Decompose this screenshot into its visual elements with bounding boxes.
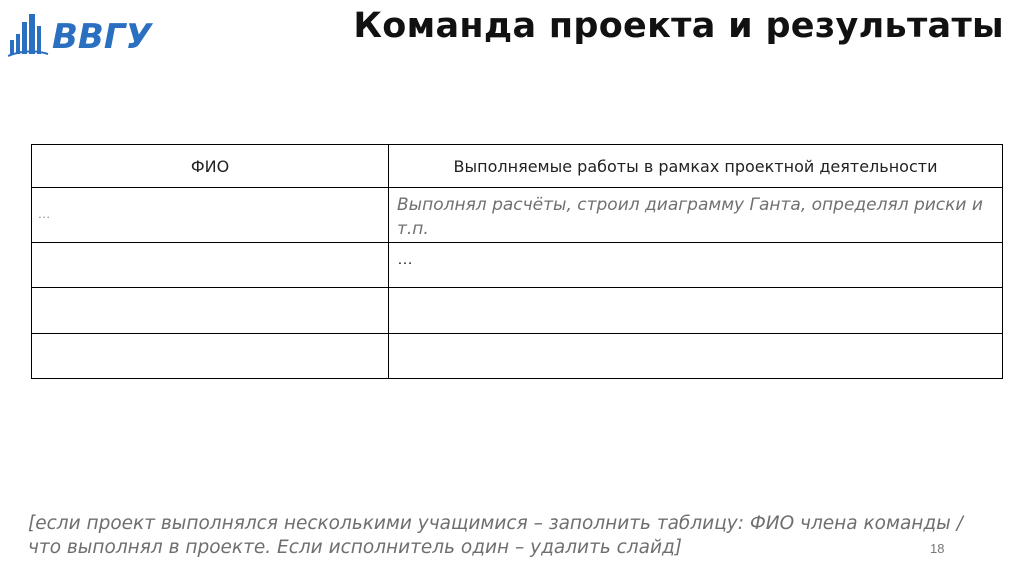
table-row bbox=[32, 243, 1003, 288]
header-work: Выполняемые работы в рамках проектной деятельности bbox=[389, 145, 1003, 188]
table-cell bbox=[32, 288, 389, 334]
table-row bbox=[32, 188, 1003, 243]
team-table bbox=[31, 144, 1003, 379]
header-name: ФИО bbox=[32, 145, 389, 188]
building-icon bbox=[8, 14, 48, 56]
table-cell: … bbox=[32, 188, 389, 243]
table-cell: … bbox=[389, 243, 1003, 288]
table-cell bbox=[32, 334, 389, 379]
note-line: [если проект выполнялся несколькими учащимися – заполнить таблицу: ФИО члена команды / bbox=[28, 513, 963, 534]
page-number: 18 bbox=[930, 541, 945, 556]
slide-title: Команда проекта и результаты bbox=[353, 6, 1004, 46]
table-row bbox=[32, 334, 1003, 379]
instruction-note bbox=[28, 512, 988, 560]
table-cell bbox=[389, 288, 1003, 334]
table-cell bbox=[32, 243, 389, 288]
note-line: что выполнял в проекте. Если исполнитель один – удалить слайд] bbox=[28, 537, 682, 558]
table-cell: Выполнял расчёты, строил диаграмму Ганта, определял риски и т.п. bbox=[389, 188, 1003, 243]
vvgu-logo bbox=[8, 10, 158, 58]
table-row bbox=[32, 288, 1003, 334]
table-cell bbox=[389, 334, 1003, 379]
table-header-row bbox=[32, 145, 1003, 188]
logo-text: ВВГУ bbox=[52, 17, 152, 57]
